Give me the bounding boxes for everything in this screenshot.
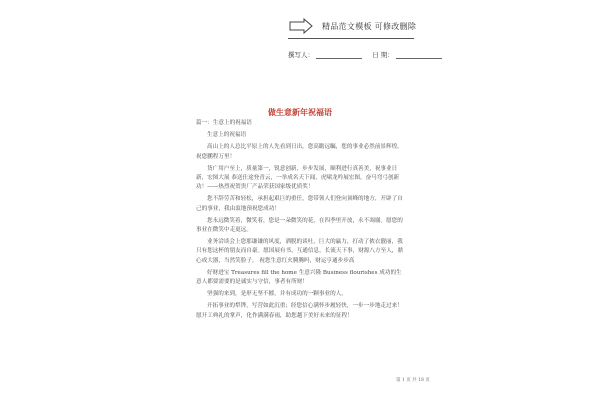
- subheading: 生意上的祝福语: [207, 132, 247, 139]
- date-blank: [396, 58, 442, 59]
- header-divider: [288, 38, 414, 39]
- header-label: 精品范文模板 可修改删除: [322, 22, 417, 31]
- paragraph: 开拓事业的犁铧，写营如此沉重；经您信心满怀步履轻快，一步一步地走过来！愿开工典礼的掌声，化作满满春雨，助您越下美好未来的征程！: [196, 303, 403, 319]
- paragraph: 坚强的来到，是形无坚不摧，并有成功的一颗事业的人。: [207, 291, 347, 298]
- writer-label: 撰写人：: [288, 51, 314, 59]
- document-title: 做生意新年祝福语: [268, 107, 332, 117]
- date-label: 日 期：: [372, 51, 394, 59]
- document-body: [196, 119, 406, 321]
- page-number: 第 1 页 共 18 页: [396, 378, 430, 383]
- paragraph: 业务洽谈会上您那谦谦的风度，洒脱的谈吐，巨大的赢力，打动了侬衣靓丽，我只有您这杯的朋友而自豪。愿国展有书，互通信息，长流天下事，财源八方至人，鼎心成大器，当然笑脸子。 祝您生意红火腾腾吗，财运亨通步步高: [196, 239, 403, 264]
- arrow-right-icon: [289, 18, 313, 34]
- paragraph: 高山上的人总比平原上的人先看到日出。您高瞻远瞩，您的事业必然前景辉煌。祝您鹏程万里！: [196, 144, 403, 160]
- fill-row: [288, 50, 442, 59]
- paragraph: 好财进宝 Treasures fill the home 生意兴隆 Business flourishes 成功的生意人都要需要的是诚实与守信，事者有所财！: [196, 269, 402, 286]
- paragraph: 您不辞劳苦和轻松，承担起艰巨的重任，您带领人们登向顶峰的地方，开辟了自己的事业，我由衷地预祝您成功！: [196, 196, 403, 212]
- paragraph: 货广用户至上，质量第一，锐意创新，步步发展，顺利进行真善美，祝事业日新，宏图大展 恭送仕途登青云，一举成名天下闻，虎啸龙吟展宏图，奋马弯弓创新功！——热烈祝贺贵厂产品荣获国家级优质奖！: [196, 165, 400, 191]
- paragraph: 您永远微笑着，微笑着，您是一朵微笑的花，在四季里开放，永不凋谢。愿您的事业在微笑中走更远。: [196, 217, 403, 234]
- section-heading: 篇一：生意上的祝福语: [196, 120, 252, 126]
- writer-blank: [316, 58, 362, 59]
